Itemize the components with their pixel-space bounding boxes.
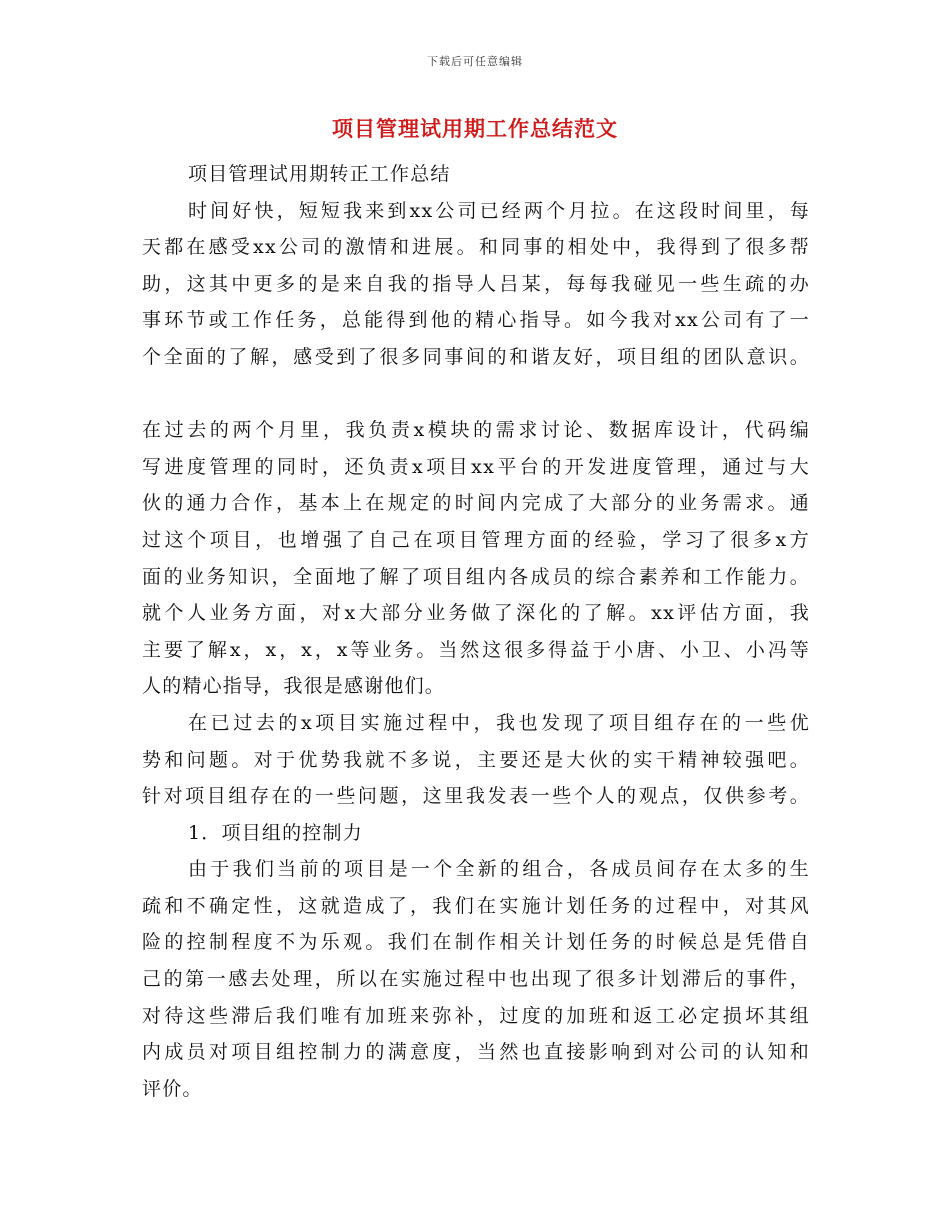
document-body: [142, 156, 810, 1107]
paragraph-line: 人的精心指导，我很是感谢他们。: [142, 675, 446, 698]
paragraph-line: 险的控制程度不为乐观。我们在制作相关计划任务的时候总是凭借自: [142, 931, 810, 954]
paragraph-line: 天都在感受xx公司的激情和进展。和同事的相处中，我得到了很多帮: [142, 236, 810, 259]
blank-line: [142, 376, 810, 413]
paragraph-line: 对待这些滞后我们唯有加班来弥补，过度的加班和返工必定损坏其组: [142, 1004, 810, 1027]
paragraph-line: 由于我们当前的项目是一个全新的组合，各成员间存在太多的生: [188, 858, 810, 881]
document-title: 项目管理试用期工作总结范文: [332, 116, 618, 141]
paragraph-line: 伙的通力合作，基本上在规定的时间内完成了大部分的业务需求。通: [142, 492, 810, 515]
subtitle-line: 项目管理试用期转正工作总结: [188, 163, 451, 185]
paragraph-line: 己的第一感去处理，所以在实施过程中也出现了很多计划滞后的事件，: [142, 968, 810, 991]
paragraph-line: 面的业务知识，全面地了解了项目组内各成员的综合素养和工作能力。: [142, 565, 810, 588]
paragraph-line: 过这个项目，也增强了自己在项目管理方面的经验，学习了很多x方: [142, 528, 810, 551]
paragraph-line: 主要了解x，x，x，x等业务。当然这很多得益于小唐、小卫、小冯等: [142, 638, 810, 661]
paragraph-line: 时间好快，短短我来到xx公司已经两个月拉。在这段时间里，每: [188, 199, 810, 222]
header-note: 下载后可任意编辑: [427, 55, 523, 68]
paragraph-line: 评价。: [142, 1077, 203, 1100]
paragraph-line: 在过去的两个月里，我负责x模块的需求讨论、数据库设计，代码编: [142, 419, 810, 442]
paragraph-line: 疏和不确定性，这就造成了，我们在实施计划任务的过程中，对其风: [142, 894, 810, 917]
paragraph-line: 个全面的了解，感受到了很多同事间的和谐友好，项目组的团队意识。: [142, 345, 810, 368]
section-heading: 1．项目组的控制力: [188, 821, 363, 844]
paragraph-line: 内成员对项目组控制力的满意度，当然也直接影响到对公司的认知和: [142, 1041, 810, 1064]
paragraph-line: 在已过去的x项目实施过程中，我也发现了项目组存在的一些优: [188, 711, 810, 734]
paragraph-line: 写进度管理的同时，还负责x项目xx平台的开发进度管理，通过与大: [142, 455, 810, 478]
paragraph-line: 势和问题。对于优势我就不多说，主要还是大伙的实干精神较强吧。: [142, 748, 810, 771]
paragraph-line: 事环节或工作任务，总能得到他的精心指导。如今我对xx公司有了一: [142, 309, 810, 332]
paragraph-line: 就个人业务方面，对x大部分业务做了深化的了解。xx评估方面，我: [142, 602, 810, 625]
paragraph-line: 助，这其中更多的是来自我的指导人吕某，每每我碰见一些生疏的办: [142, 272, 810, 295]
paragraph-line: 针对项目组存在的一些问题，这里我发表一些个人的观点，仅供参考。: [142, 785, 810, 808]
